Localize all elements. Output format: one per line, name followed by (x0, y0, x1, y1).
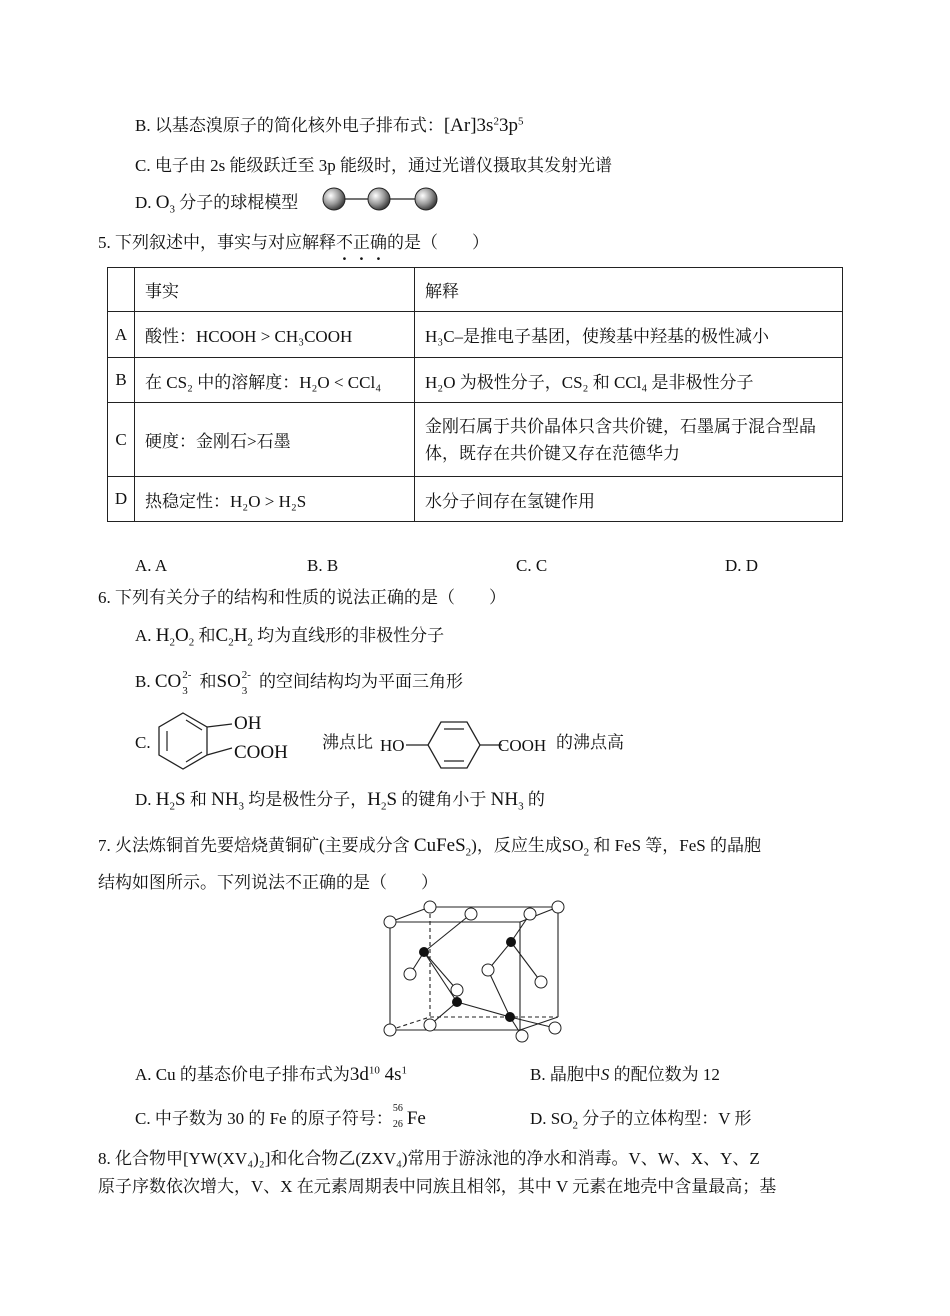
q4-option-c: C. 电子由 2s 能级跃迁至 3p 能级时，通过光谱仪摄取其发射光谱 (135, 156, 612, 175)
q7-option-d: D. $SO_2$ 分子的立体构型：V 形 (530, 1109, 752, 1132)
fes-unit-cell-diagram (380, 900, 580, 1050)
q6-stem: 6. 下列有关分子的结构和性质的说法正确的是（ ） (98, 588, 506, 607)
ho-group: HO (380, 736, 405, 755)
row-fact: 在 CS₂ 中的溶解度：H₂O < CCl₄ (135, 358, 415, 403)
boiling-higher-text: 的沸点高 (556, 733, 624, 752)
q7-option-a: A. Cu 的基态价电子排布式为$3d^{10}$ $4s^1$ (135, 1064, 408, 1085)
q5-option-b: B. B (307, 556, 339, 575)
row-fact: 热稳定性：H₂O > H₂S (135, 477, 415, 522)
q5-option-d: D. D (725, 556, 759, 575)
row-label: A (108, 312, 135, 358)
q4-option-d: D. $O_3$ 分子的球棍模型 (135, 192, 299, 216)
q6-option-c-label: C. (135, 733, 151, 752)
para-hydroxybenzoic-acid-structure (406, 718, 502, 772)
row-label: C (108, 403, 135, 477)
row-label: B (108, 358, 135, 403)
q7-stem-line2: 结构如图所示。下列说法不正确的是（ ） (98, 873, 438, 892)
o3-ball-stick-model (320, 186, 440, 214)
row-explain: H₃C–是推电子基团，使羧基中羟基的极性减小 (415, 312, 843, 358)
q6-option-d: D. $H_2S$ 和 $NH_3$ 均是极性分子，$H_2S$ 的键角小于 $NH_3$ 的 (135, 789, 545, 813)
table-row (108, 358, 843, 403)
row-label: D (108, 477, 135, 522)
table-row (108, 403, 843, 477)
q5-option-c: C. C (516, 556, 548, 575)
table-header-row (108, 268, 843, 312)
row-fact: 硬度：金刚石>石墨 (135, 403, 415, 477)
q8-stem-line1: 8. 化合物甲[YW(XV₄)₂]和化合物乙(ZXV₄)常用于游泳池的净水和消毒。V、W、X、Y、Z (98, 1149, 760, 1168)
q5-option-a: A. A (135, 556, 168, 575)
oh-group: OH (234, 713, 262, 734)
row-explain: H₂O 为极性分子，CS₂ 和 CCl₄ 是非极性分子 (415, 358, 843, 403)
q4-option-b: B. 以基态溴原子的简化核外电子排布式：$[Ar]3s^23p^5$ (135, 115, 524, 136)
header-fact: 事实 (135, 268, 415, 312)
row-fact: 酸性：HCOOH > CH₃COOH (135, 312, 415, 358)
table-row (108, 312, 843, 358)
cooh-group: COOH (234, 742, 288, 763)
q5-table (107, 267, 843, 522)
q7-option-c: C. 中子数为 30 的 Fe 的原子符号： 56 26 Fe (135, 1103, 426, 1131)
q8-stem-line2: 原子序数依次增大，V、X 在元素周期表中同族且相邻，其中 V 元素在地壳中含量最高；基 (98, 1177, 777, 1196)
header-explain: 解释 (415, 268, 843, 312)
header-empty (108, 268, 135, 312)
salicylic-acid-structure (158, 710, 238, 770)
q6-option-b: B. CO 2- 3 和SO 2- 3 的空间结构均为平面三角形 (135, 669, 464, 697)
row-explain: 水分子间存在氢键作用 (415, 477, 843, 522)
q6-option-a: A. $H_2O_2$ 和$C_2H_2$ 均为直线形的非极性分子 (135, 625, 445, 649)
boiling-comparison-text: 沸点比 (322, 733, 373, 752)
cooh-group-2: COOH (498, 736, 547, 755)
table-row (108, 477, 843, 522)
q5-stem: 5. 下列叙述中，事实与对应解释不正确的是（ ） (98, 233, 489, 252)
q7-option-b: B. 晶胞中S 的配位数为 12 (530, 1065, 720, 1084)
row-explain: 金刚石属于共价晶体只含共价键，石墨属于混合型晶体，既存在共价键又存在范德华力 (415, 403, 843, 477)
q7-stem-line1: 7. 火法炼铜首先要焙烧黄铜矿(主要成分含 CuFeS$_2$)，反应生成$SO_2$ 和 FeS 等，FeS 的晶胞 (98, 835, 762, 859)
